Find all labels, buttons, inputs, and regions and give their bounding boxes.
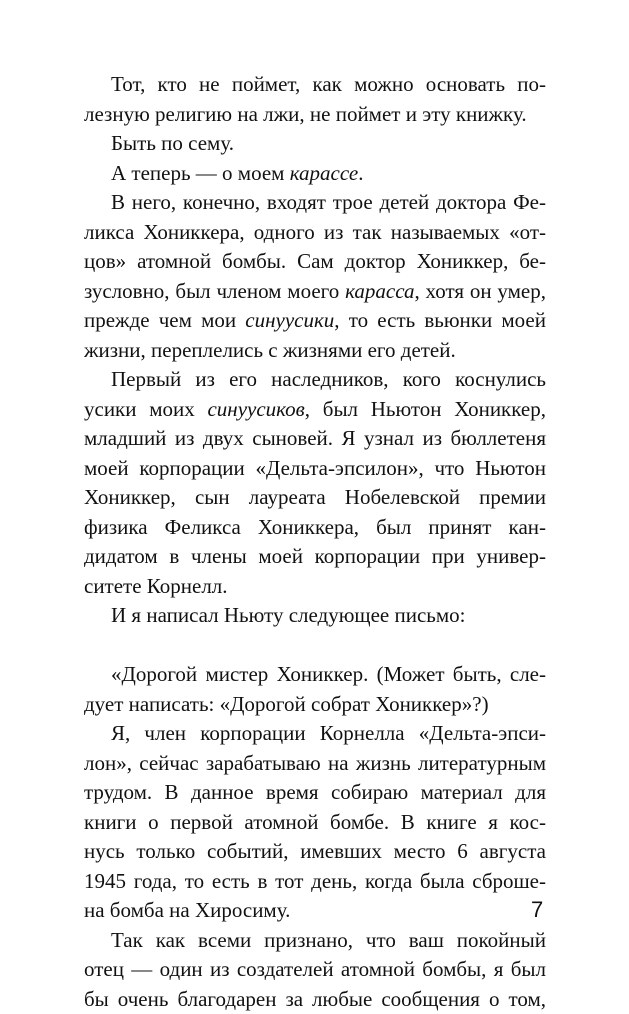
text-line — [84, 277, 546, 307]
text-line — [84, 985, 546, 1014]
text-segment: А теперь — о моем — [111, 161, 290, 185]
italic-term: карассе — [290, 161, 359, 185]
text-line — [84, 749, 546, 779]
italic-term: синуусики — [245, 308, 334, 332]
text-line — [84, 483, 546, 513]
text-line — [84, 218, 546, 248]
text-segment: усики моих — [84, 397, 207, 421]
text-segment: дидатом в члены моей корпорации при универ- — [84, 544, 546, 568]
text-segment: трудом. В данное время собираю материал для — [84, 780, 546, 804]
text-segment: Тот, кто не поймет, как можно основать по- — [111, 72, 546, 96]
text-segment: Первый из его наследников, кого коснулись — [111, 367, 546, 391]
text-segment: физика Феликса Хониккера, был принят кан- — [84, 515, 546, 539]
text-segment: Так как всеми признано, что ваш покойный — [111, 928, 546, 952]
text-line — [84, 129, 546, 159]
text-line — [84, 896, 546, 926]
text-segment: зусловно, был членом моего — [84, 279, 345, 303]
text-line — [84, 808, 546, 838]
text-line — [84, 572, 546, 602]
text-segment: дует написать: «Дорогой собрат Хониккер»?) — [84, 692, 489, 716]
text-segment: И я написал Ньюту следующее письмо: — [111, 603, 465, 627]
text-line — [84, 660, 546, 690]
text-segment: , то есть вьюнки моей — [334, 308, 546, 332]
text-line — [84, 395, 546, 425]
text-segment: 1945 года, то есть в тот день, когда была сброше- — [84, 869, 546, 893]
text-segment: цов» атомной бомбы. Сам доктор Хониккер, бе- — [84, 249, 546, 273]
text-line — [84, 424, 546, 454]
text-line — [84, 159, 546, 189]
text-line — [84, 247, 546, 277]
text-line — [84, 867, 546, 897]
text-segment: Хониккер, сын лауреата Нобелевской премии — [84, 485, 546, 509]
text-segment: . — [358, 161, 363, 185]
text-line — [84, 70, 546, 100]
text-line — [84, 336, 546, 366]
text-segment: ситете Корнелл. — [84, 574, 228, 598]
text-segment: бы очень благодарен за любые сообщения о том, — [84, 987, 546, 1011]
book-page-text — [84, 70, 546, 1014]
text-line — [84, 454, 546, 484]
text-line — [84, 306, 546, 336]
text-segment: прежде чем мои — [84, 308, 245, 332]
text-segment: книги о первой атомной бомбе. В книге я кос- — [84, 810, 546, 834]
italic-term: карасса — [345, 279, 414, 303]
text-segment: нусь только событий, имевших место 6 августа — [84, 839, 546, 863]
text-line — [84, 837, 546, 867]
text-segment: ликса Хониккера, одного из так называемых «от- — [84, 220, 546, 244]
text-segment: В него, конечно, входят трое детей доктора Фе- — [111, 190, 546, 214]
text-segment: Быть по сему. — [111, 131, 234, 155]
text-line — [84, 188, 546, 218]
text-line — [84, 719, 546, 749]
text-line — [84, 365, 546, 395]
text-segment: на бомба на Хиросиму. — [84, 898, 290, 922]
text-line — [84, 926, 546, 956]
page-number: 7 — [531, 897, 543, 923]
text-segment: жизни, переплелись с жизнями его детей. — [84, 338, 456, 362]
italic-term: синуусиков — [207, 397, 304, 421]
text-segment: , был Ньютон Хониккер, — [305, 397, 546, 421]
text-segment: лезную религию на лжи, не поймет и эту книжку. — [84, 102, 527, 126]
text-segment: моей корпорации «Дельта-эпсилон», что Ньютон — [84, 456, 546, 480]
text-segment: , хотя он умер, — [414, 279, 546, 303]
text-line — [84, 778, 546, 808]
text-line — [84, 542, 546, 572]
text-segment: младший из двух сыновей. Я узнал из бюллетеня — [84, 426, 546, 450]
text-segment: отец — один из создателей атомной бомбы, я был — [84, 957, 546, 981]
text-segment: Я, член корпорации Корнелла «Дельта-эпси- — [111, 721, 546, 745]
text-segment: «Дорогой мистер Хониккер. (Может быть, сле- — [111, 662, 546, 686]
text-line — [84, 513, 546, 543]
text-line — [84, 100, 546, 130]
text-segment: лон», сейчас зарабатываю на жизнь литературным — [84, 751, 546, 775]
text-line — [84, 690, 546, 720]
text-line — [84, 955, 546, 985]
text-line — [84, 601, 546, 631]
